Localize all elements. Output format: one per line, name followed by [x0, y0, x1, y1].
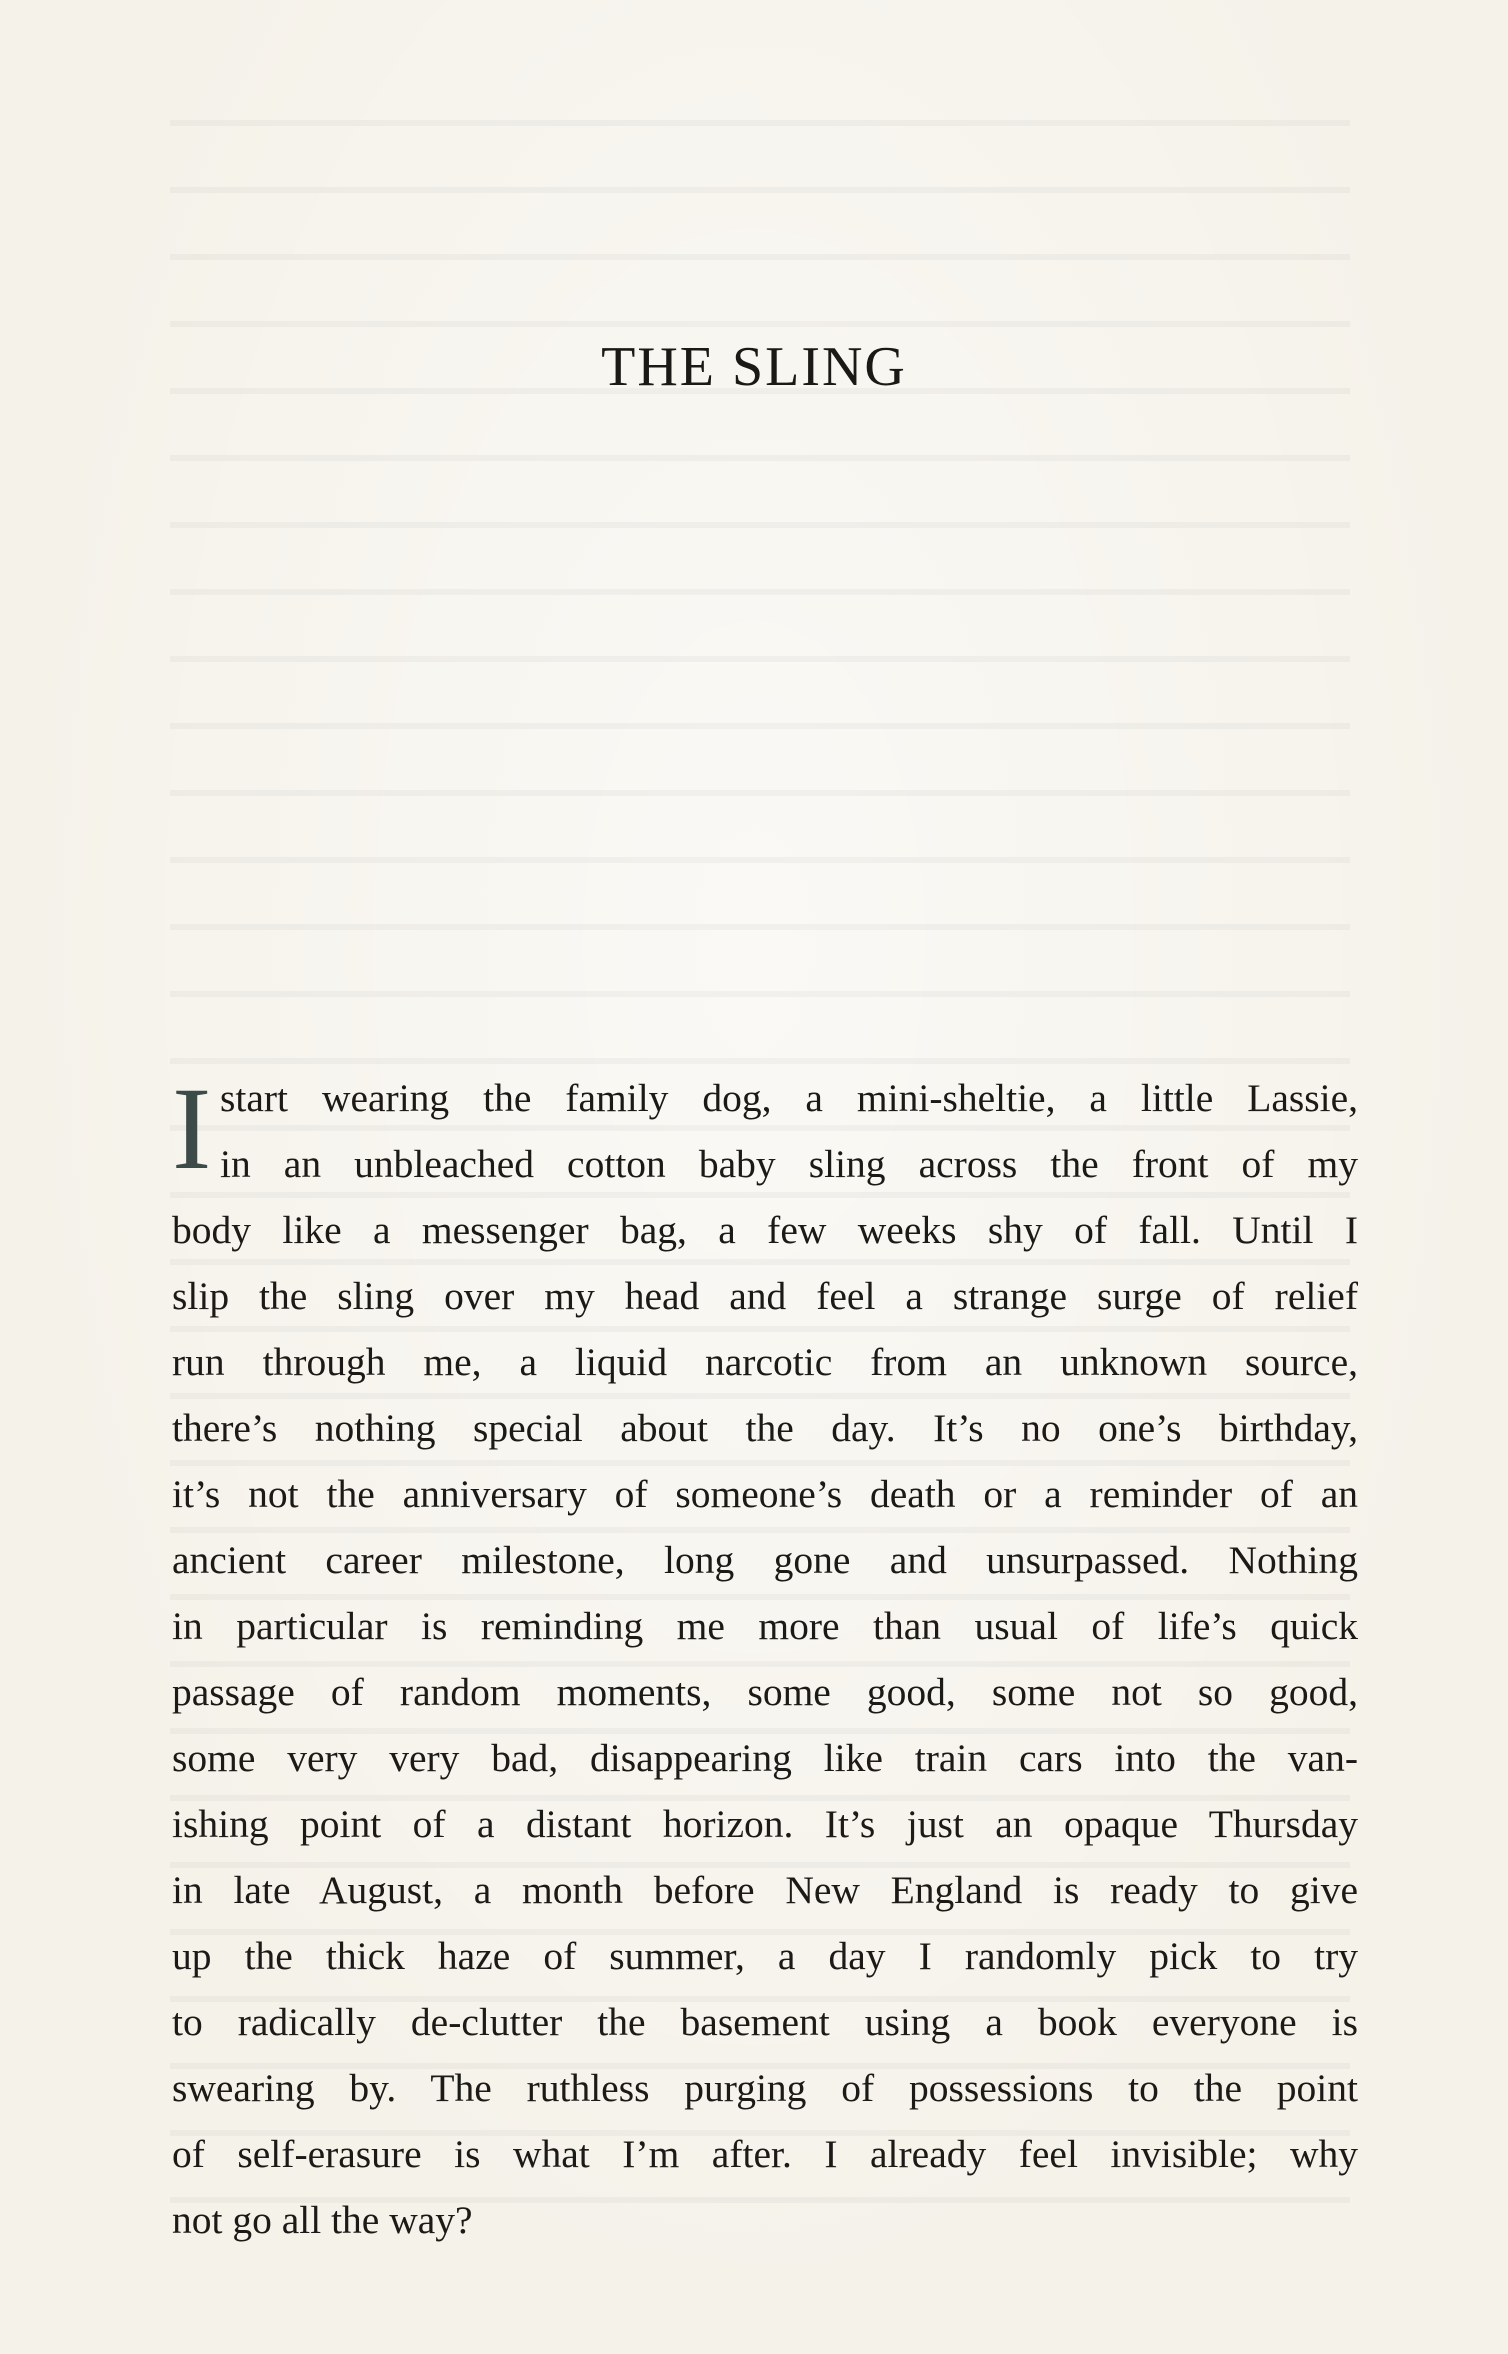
body-line: of self-erasure is what I’m after. I already feel invisible; why [172, 2132, 1358, 2176]
body-line: in particular is reminding me more than usual of life’s quick [172, 1604, 1358, 1648]
body-line: ishing point of a distant horizon. It’s just an opaque Thursday [172, 1802, 1358, 1846]
body-line: in an unbleached cotton baby sling across the front of my [220, 1142, 1358, 1186]
body-line: up the thick haze of summer, a day I randomly pick to try [172, 1934, 1358, 1978]
drop-cap: I [172, 1063, 212, 1194]
body-line-last: not go all the way? [172, 2198, 473, 2242]
body-line: it’s not the anniversary of someone’s death or a reminder of an [172, 1472, 1358, 1516]
chapter-body-paragraph [172, 1065, 1358, 2253]
body-line: run through me, a liquid narcotic from an unknown source, [172, 1340, 1358, 1384]
body-line: start wearing the family dog, a mini-sheltie, a little Lassie, [220, 1076, 1358, 1120]
body-line: slip the sling over my head and feel a strange surge of relief [172, 1274, 1358, 1318]
opening-lines [172, 1065, 1358, 1197]
body-line: ancient career milestone, long gone and unsurpassed. Nothing [172, 1538, 1358, 1582]
body-line: passage of random moments, some good, some not so good, [172, 1670, 1358, 1714]
body-line: swearing by. The ruthless purging of possessions to the point [172, 2066, 1358, 2110]
body-line: to radically de-clutter the basement using a book everyone is [172, 2000, 1358, 2044]
body-line: there’s nothing special about the day. It’s no one’s birthday, [172, 1406, 1358, 1450]
body-line: some very very bad, disappearing like train cars into the van- [172, 1736, 1358, 1780]
body-line: body like a messenger bag, a few weeks shy of fall. Until I [172, 1208, 1358, 1252]
body-line: in late August, a month before New England is ready to give [172, 1868, 1358, 1912]
chapter-title: THE SLING [601, 336, 907, 398]
